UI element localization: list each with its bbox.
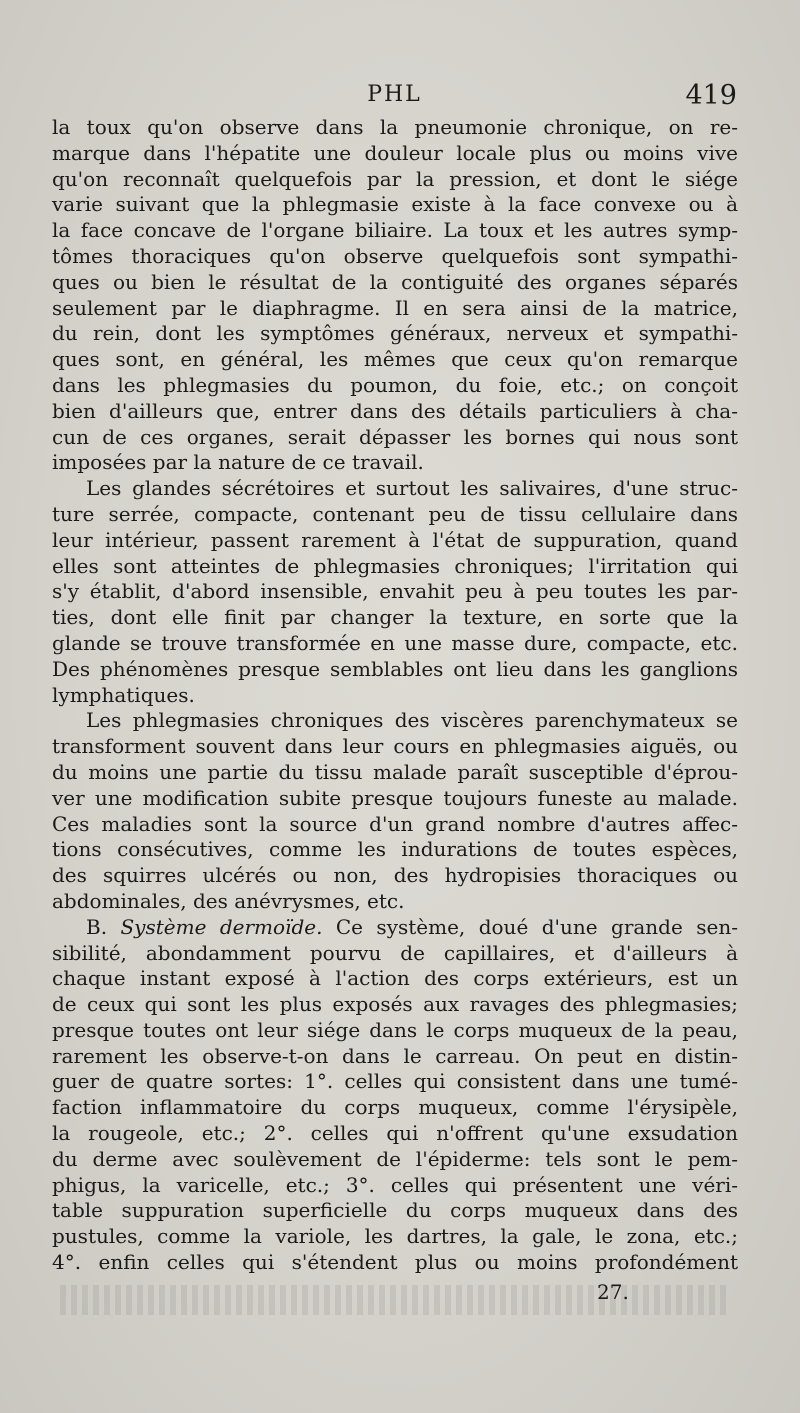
text-line: seulement par le diaphragme. Il en sera ainsi de la matrice, (52, 295, 738, 320)
text-line: du moins une partie du tissu malade paraît susceptible d'éprou- (52, 759, 738, 784)
page-number: 419 (685, 80, 737, 111)
text-line: Des phénomènes presque semblables ont lieu dans les ganglions (52, 656, 738, 681)
text-line: phigus, la varicelle, etc.; 3°. celles qui présentent une véri- (52, 1172, 738, 1197)
text-line: s'y établit, d'abord insensible, envahit peu à peu toutes les par- (52, 579, 738, 604)
show-through-shadow (60, 1285, 730, 1315)
text-line: rarement les observe-t-on dans le carreau. On peut en distin- (52, 1043, 738, 1068)
text-line: ques ou bien le résultat de la contiguité des organes séparés (52, 269, 738, 294)
text-line: du rein, dont les symptômes généraux, nerveux et sympathi- (52, 321, 738, 346)
text-line: abdominales, des anévrysmes, etc. (52, 888, 405, 913)
text-line: leur intérieur, passent rarement à l'état de suppuration, quand (52, 527, 738, 552)
text-line: des squirres ulcérés ou non, des hydropisies thoraciques ou (52, 863, 738, 888)
paragraph-first-line: Les phlegmasies chroniques des viscères parenchymateux se (86, 708, 738, 733)
section-b-line-rest: Ce système, doué d'une grande sen- (322, 914, 738, 939)
text-line: chaque instant exposé à l'action des corps extérieurs, est un (52, 966, 738, 991)
text-line: 4°. enfin celles qui s'étendent plus ou moins profondément (52, 1250, 738, 1275)
text-line: guer de quatre sortes: 1°. celles qui consistent dans une tumé- (52, 1069, 738, 1094)
text-line: qu'on reconnaît quelquefois par la pression, et dont le siége (52, 166, 738, 191)
section-b-line-text: Système dermoïde. (120, 914, 323, 939)
paragraph-first-line: Les glandes sécrétoires et surtout les salivaires, d'une struc- (86, 476, 738, 501)
text-line: la rougeole, etc.; 2°. celles qui n'offrent qu'une exsudation (52, 1121, 738, 1146)
running-head: PHL (367, 82, 422, 107)
page-header (52, 82, 737, 116)
text-line: tions consécutives, comme les indurations de toutes espèces, (52, 837, 738, 862)
text-line: lymphatiques. (52, 682, 195, 707)
text-line: bien d'ailleurs que, entrer dans des détails particuliers à cha- (52, 398, 738, 423)
text-line: ture serrée, compacte, contenant peu de tissu cellulaire dans (52, 501, 738, 526)
text-line: ver une modification subite presque toujours funeste au malade. (52, 785, 738, 810)
section-b-first-line (52, 915, 738, 941)
text-line: elles sont atteintes de phlegmasies chroniques; l'irritation qui (52, 553, 738, 578)
text-line: transforment souvent dans leur cours en phlegmasies aiguës, ou (52, 734, 738, 759)
text-line: de ceux qui sont les plus exposés aux ravages des phlegmasies; (52, 992, 738, 1017)
text-line: la toux qu'on observe dans la pneumonie chronique, on re- (52, 115, 738, 139)
text-line: glande se trouve transformée en une masse dure, compacte, etc. (52, 630, 738, 655)
text-line: du derme avec soulèvement de l'épiderme: tels sont le pem- (52, 1146, 738, 1171)
signature-mark: 27. (597, 1280, 629, 1304)
text-line: tômes thoraciques qu'on observe quelquefois sont sympathi- (52, 243, 738, 268)
section-b-label: B. (86, 914, 108, 939)
text-line: sibilité, abondamment pourvu de capillaires, et d'ailleurs à (52, 940, 738, 965)
text-line: ties, dont elle finit par changer la texture, en sorte que la (52, 605, 738, 630)
text-line: dans les phlegmasies du poumon, du foie, etc.; on conçoit (52, 372, 738, 397)
text-line: pustules, comme la variole, les dartres, la gale, le zona, etc.; (52, 1224, 738, 1249)
text-line: ques sont, en général, les mêmes que ceux qu'on remarque (52, 347, 738, 372)
text-line: table suppuration superficielle du corps muqueux dans des (52, 1198, 738, 1223)
text-line: imposées par la nature de ce travail. (52, 450, 424, 475)
text-line: cun de ces organes, serait dépasser les bornes qui nous sont (52, 424, 738, 449)
text-line: varie suivant que la phlegmasie existe à la face convexe ou à (52, 192, 738, 217)
text-line: la face concave de l'organe biliaire. La toux et les autres symp- (52, 218, 738, 243)
body-text (52, 115, 738, 1276)
text-line: presque toutes ont leur siége dans le corps muqueux de la peau, (52, 1017, 738, 1042)
text-line: Ces maladies sont la source d'un grand nombre d'autres affec- (52, 811, 738, 836)
text-line: marque dans l'hépatite une douleur locale plus ou moins vive (52, 140, 738, 165)
text-line: faction inflammatoire du corps muqueux, comme l'érysipèle, (52, 1095, 738, 1120)
